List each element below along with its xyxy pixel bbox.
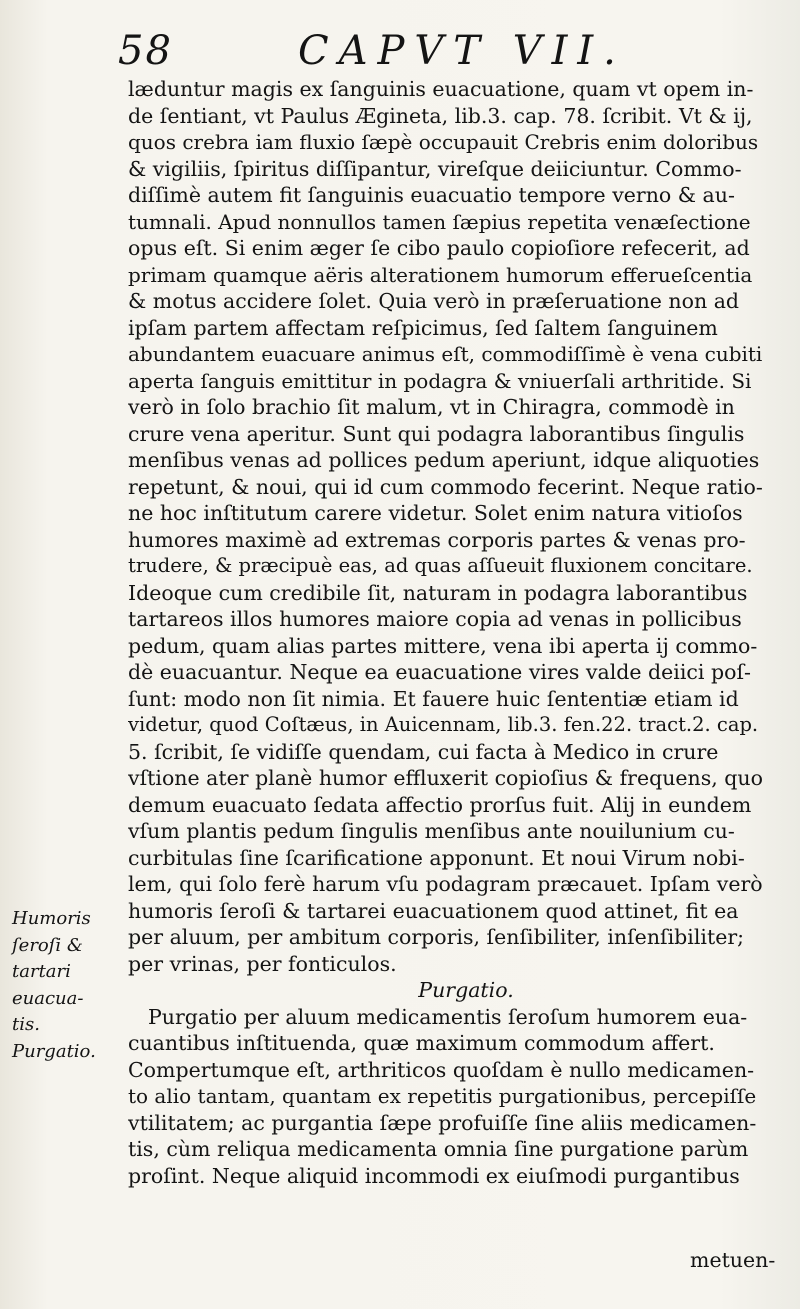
catchword: metuen- (690, 1248, 776, 1272)
page-number: 58 (118, 28, 173, 74)
text-line: pedum, quam alias partes mittere, vena ibi aperta ij commo- (128, 633, 758, 658)
text-line: demum euacuato ſedata affectio prorſus fuit. Alij in eundem (128, 792, 752, 817)
text-line: dè euacuantur. Neque ea euacuatione vires valde deiici poſ- (128, 660, 751, 684)
text-line: humores maximè ad extremas corporis partes & venas pro- (128, 527, 746, 552)
section-heading: Purgatio. (418, 978, 514, 1002)
text-line: per aluum, per ambitum corporis, ſenſibiliter, inſenſibiliter; (128, 925, 745, 949)
text-line: quos crebra iam fluxio ſæpè occupauit Crebris enim doloribus (128, 130, 759, 154)
text-line: & vigiliis, ſpiritus diſſipantur, vireſque deiiciuntur. Commo- (128, 156, 742, 181)
text-line: tumnali. Apud nonnullos tamen ſæpius repetita venæſectione (128, 209, 751, 234)
text-line: ipſam partem affectam reſpicimus, ſed ſaltem ſanguinem (128, 315, 718, 340)
text-line: ſunt: modo non ſit nimia. Et fauere huic ſententiæ etiam id (128, 686, 739, 711)
text-line: cuantibus inſtituenda, quæ maximum commodum affert. (128, 1031, 715, 1055)
text-line: læduntur magis ex ſanguinis euacuatione, quam vt opem in- (128, 77, 754, 101)
text-line: lem, qui ſolo ferè harum vſu podagram præcauet. Ipſam verò (128, 872, 763, 896)
text-line: crure vena aperitur. Sunt qui podagra laborantibus ſingulis (128, 421, 745, 446)
margin-note: Purgatio. (12, 1040, 96, 1062)
text-line: trudere, & præcipuè eas, ad quas aſſueuit fluxionem concitare. (128, 554, 753, 577)
text-line: aperta ſanguis emittitur in podagra & vniuerſali arthritide. Si (128, 368, 752, 393)
text-line: per vrinas, per fonticulos. (128, 951, 397, 976)
text-line: Purgatio per aluum medicamentis ſeroſum humorem eua- (148, 1004, 748, 1029)
text-line: Ideoque cum credibile ſit, naturam in podagra laborantibus (128, 580, 748, 605)
margin-note: tartari (12, 961, 71, 982)
text-line: menſibus venas ad pollices pedum aperiunt, idque aliquoties (128, 448, 760, 472)
margin-note: ſeroſi & (12, 934, 83, 956)
text-line: 5. ſcribit, ſe vidiſſe quendam, cui facta à Medico in crure (128, 739, 719, 764)
text-line: repetunt, & noui, qui id cum commodo fecerint. Neque ratio- (128, 474, 763, 499)
text-line: vſum plantis pedum ſingulis menſibus ante nouilunium cu- (128, 819, 735, 843)
text-line: tartareos illos humores maiore copia ad venas in pollicibus (128, 607, 742, 631)
text-line: opus eſt. Si enim æger ſe cibo paulo copioſiore refecerit, ad (128, 236, 750, 260)
page-header (118, 28, 758, 72)
text-line: abundantem euacuare animus eſt, commodiſſimè è vena cubiti (128, 342, 763, 366)
text-line: de ſentiant, vt Paulus Ægineta, lib.3. cap. 78. ſcribit. Vt & ij, (128, 103, 753, 128)
margin-note: tis. (12, 1014, 40, 1035)
margin-note: Humoris (12, 908, 91, 929)
text-line: ne hoc inſtitutum carere videtur. Solet enim natura vitioſos (128, 501, 743, 525)
text-line: verò in ſolo brachio ſit malum, vt in Chiragra, commodè in (128, 395, 735, 419)
running-title: CAPVT VII. (298, 28, 626, 74)
text-line: videtur, quod Coſtæus, in Auicennam, lib.3. fen.22. tract.2. cap. (128, 713, 759, 736)
text-line: curbitulas ſine ſcarificatione apponunt. Et noui Virum nobi- (128, 845, 745, 870)
text-line: vtilitatem; ac purgantia ſæpe profuiſſe ſine aliis medicamen- (128, 1110, 757, 1135)
text-line: Compertumque eſt, arthriticos quoſdam è nullo medicamen- (128, 1057, 755, 1082)
text-line: proſint. Neque aliquid incommodi ex eiuſmodi purgantibus (128, 1163, 740, 1188)
text-line: & motus accidere ſolet. Quia verò in præſeruatione non ad (128, 289, 740, 313)
text-line: humoris ſeroſi & tartarei euacuationem quod attinet, fit ea (128, 898, 739, 923)
text-line: to alio tantam, quantam ex repetitis purgationibus, percepiſſe (128, 1084, 757, 1108)
text-line: tis, cùm reliqua medicamenta omnia ſine purgatione parùm (128, 1137, 749, 1161)
text-line: vſtione ater planè humor effluxerit copioſius & frequens, quo (128, 766, 763, 790)
margin-note: euacua- (12, 987, 84, 1009)
margin-notes (12, 906, 124, 1065)
text-line: diſſimè autem fit ſanguinis euacuatio tempore verno & au- (128, 183, 735, 207)
text-line: primam quamque aëris alterationem humorum efferueſcentia (128, 262, 753, 287)
body-text (128, 76, 764, 1189)
